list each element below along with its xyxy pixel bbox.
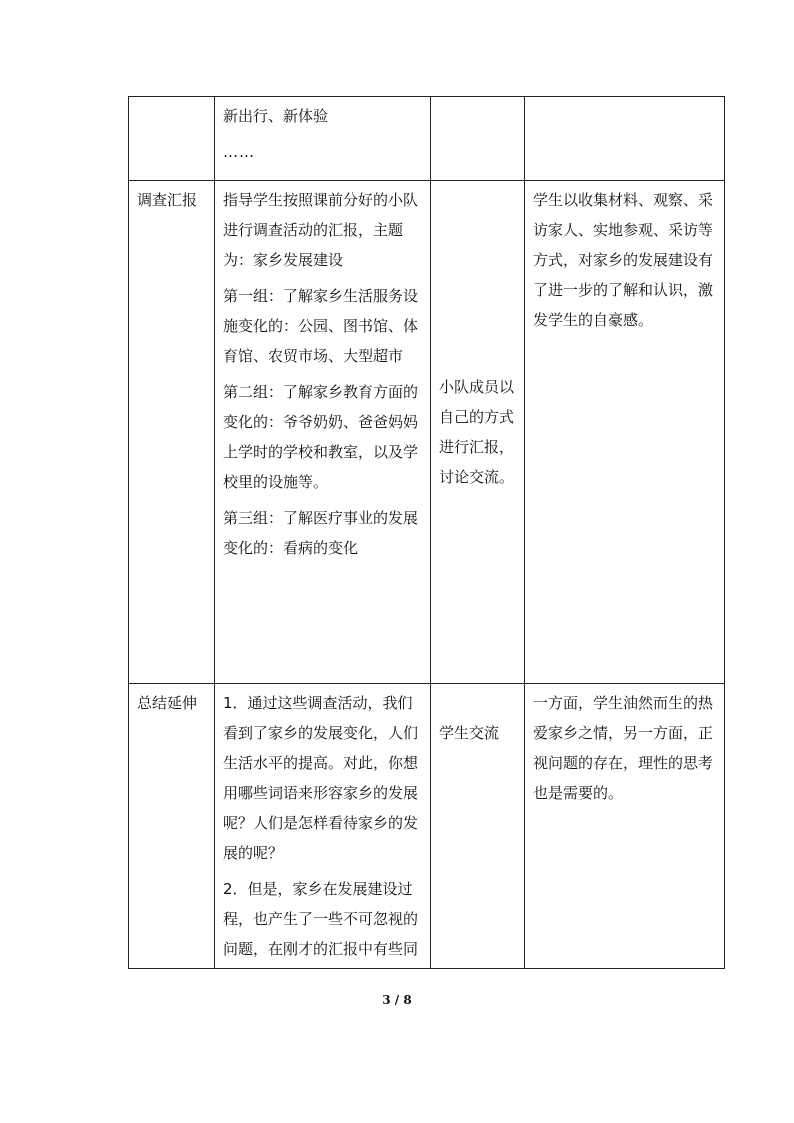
- cell-student-activity: [431, 97, 525, 181]
- table-row: [129, 97, 725, 181]
- cell-design-intent: [525, 684, 725, 969]
- design-intent-text: 一方面，学生油然而生的热爱家乡之情，另一方面，正视问题的存在，理性的思考也是需要的。: [533, 694, 714, 802]
- paragraph: 第三组：了解医疗事业的发展变化的：看病的变化: [223, 509, 419, 557]
- stage-label: 调查汇报: [137, 191, 198, 209]
- paragraph: 2．但是，家乡在发展建设过程，也产生了一些不可忽视的问题，在刚才的汇报中有些同: [223, 880, 419, 958]
- lesson-plan-table: [128, 96, 725, 969]
- cell-student-activity: [431, 181, 525, 684]
- cell-teacher-activity: [215, 181, 431, 684]
- cell-design-intent: [525, 97, 725, 181]
- paragraph: 指导学生按照课前分好的小队进行调查活动的汇报，主题为：家乡发展建设: [223, 191, 419, 269]
- cell-stage: [129, 684, 215, 969]
- ellipsis-line: ……: [223, 143, 255, 161]
- stage-label: 总结延伸: [137, 694, 198, 712]
- cell-design-intent: [525, 181, 725, 684]
- cell-student-activity: [431, 684, 525, 969]
- table-row: [129, 684, 725, 969]
- cell-teacher-activity: [215, 684, 431, 969]
- cell-teacher-activity: [215, 97, 431, 181]
- paragraph: 1．通过这些调查活动，我们看到了家乡的发展变化，人们生活水平的提高。对此，你想用哪些词语来形容家乡的发展呢？人们是怎样看待家乡的发展的呢？: [223, 694, 419, 862]
- student-activity-text: 小队成员以自己的方式进行汇报，讨论交流。: [439, 378, 515, 486]
- page-number: 3 / 8: [382, 993, 412, 1007]
- cell-stage: [129, 97, 215, 181]
- cell-stage: [129, 181, 215, 684]
- paragraph: 第二组：了解家乡教育方面的变化的：爷爷奶奶、爸爸妈妈上学时的学校和教室，以及学校里的设施等。: [223, 383, 419, 491]
- student-activity-text: 学生交流: [439, 724, 500, 742]
- paragraph: 第一组：了解家乡生活服务设施变化的：公园、图书馆、体育馆、农贸市场、大型超市: [223, 287, 419, 365]
- design-intent-text: 学生以收集材料、观察、采访家人、实地参观、采访等方式，对家乡的发展建设有了进一步的了解和认识，激发学生的自豪感。: [533, 191, 714, 329]
- text-line: 新出行、新体验: [223, 107, 329, 125]
- table-row: [129, 181, 725, 684]
